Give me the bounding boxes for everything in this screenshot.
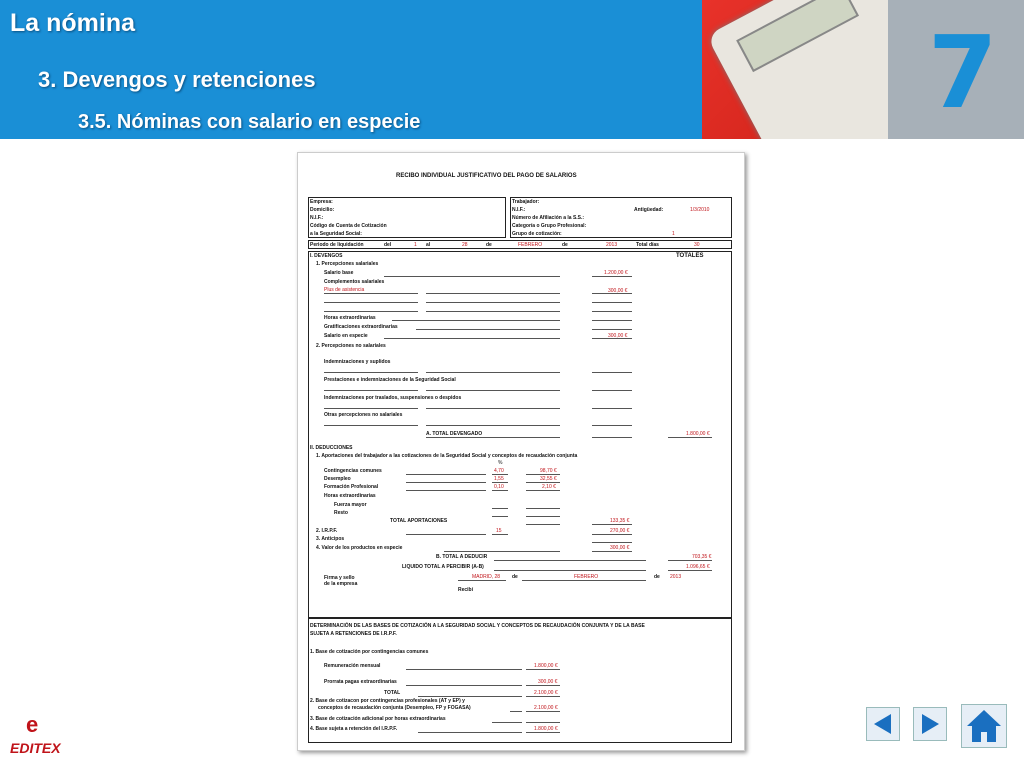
label: Complementos salariales — [324, 279, 385, 285]
label: 2. Base de cotizacon por contingencias profesionales (AT y EP) y — [310, 698, 465, 704]
label: del — [384, 242, 392, 248]
value: 1,55 — [494, 476, 504, 482]
value: 300,00 € — [608, 288, 628, 294]
label: B. TOTAL A DEDUCIR — [436, 554, 488, 560]
value: 1 — [414, 242, 417, 248]
label: 1. Percepciones salariales — [316, 261, 379, 267]
label: 4. Valor de los productos en especie — [316, 545, 403, 551]
label: Formación Profesional — [324, 484, 379, 490]
label: de — [486, 242, 492, 248]
value: 30 — [694, 242, 700, 248]
label: Otras percepciones no salariales — [324, 412, 403, 418]
home-button[interactable] — [961, 704, 1007, 748]
label: Resto — [334, 510, 348, 516]
label: 3. Base de cotización adicional por horas extraordinarias — [310, 716, 446, 722]
value: Plus de asistencia — [324, 287, 365, 293]
label: N.I.F.: — [512, 207, 526, 213]
prev-button[interactable] — [866, 707, 900, 741]
value: FEBRERO — [518, 242, 543, 248]
label: 3. Anticipos — [316, 536, 345, 542]
label: al — [426, 242, 431, 248]
value: 32,55 € — [540, 476, 557, 482]
label: 4. Base sujeta a retención del I.R.P.F. — [310, 726, 398, 732]
label: TOTAL — [384, 690, 401, 696]
devengos-box — [308, 251, 732, 618]
label: Empresa: — [310, 199, 333, 205]
header-banner — [0, 0, 1024, 139]
label: Trabajador: — [512, 199, 540, 205]
next-button[interactable] — [913, 707, 947, 741]
label: a la Seguridad Social: — [310, 231, 362, 237]
label: LIQUIDO TOTAL A PERCIBIR (A-B) — [402, 564, 484, 570]
label: 2. I.R.P.F. — [316, 528, 338, 534]
label: Domicilio: — [310, 207, 335, 213]
value: 1.800,00 € — [686, 431, 710, 437]
editex-logo-mark: e — [26, 712, 39, 737]
editex-logo — [10, 712, 80, 762]
value: 2.100,00 € — [534, 705, 558, 711]
label: Salario base — [324, 270, 354, 276]
label: TOTAL APORTACIONES — [390, 518, 448, 524]
value: 2,10 € — [542, 484, 556, 490]
value: 1.200,00 € — [604, 270, 628, 276]
label: DETERMINACIÓN DE LAS BASES DE COTIZACIÓN A LA SEGURIDAD SOCIAL Y CONCEPTOS DE RECAUDACIÓN CONJUNTA Y DE LA BASE — [310, 623, 645, 629]
value: 2.100,00 € — [534, 690, 558, 696]
label: SUJETA A RETENCIONES DE I.R.P.F. — [310, 631, 397, 637]
label: % — [498, 460, 503, 466]
label: de — [512, 574, 518, 580]
value: 270,00 € — [610, 528, 630, 534]
value: 28 — [462, 242, 468, 248]
value: 2013 — [670, 574, 682, 580]
label: 1. Aportaciones del trabajador a las cotizaciones de la Seguridad Social y conceptos de recaudación conjunta — [316, 453, 578, 459]
label: A. TOTAL DEVENGADO — [426, 431, 483, 437]
label: Salario en especie — [324, 333, 368, 339]
label: Prestaciones e indemnizaciones de la Seguridad Social — [324, 377, 456, 383]
value: 300,00 € — [608, 333, 628, 339]
value: FEBRERO — [574, 574, 599, 580]
label: 1. Base de cotización por contingencias comunes — [310, 649, 429, 655]
home-icon — [965, 708, 1003, 744]
value: 4,70 — [494, 468, 504, 474]
label: Indemnizaciones y suplidos — [324, 359, 391, 365]
payslip-document — [297, 152, 745, 751]
label: Antigüedad: — [634, 207, 664, 213]
chapter-number: 7 — [928, 14, 998, 131]
label: Remuneración mensual — [324, 663, 381, 669]
prev-arrow-icon — [871, 712, 895, 736]
label: TOTALES — [676, 253, 704, 259]
label: Gratificaciones extraordinarias — [324, 324, 398, 330]
label: Prorrata pagas extraordinarias — [324, 679, 397, 685]
next-arrow-icon — [918, 712, 942, 736]
label: Firma y sello — [324, 575, 355, 581]
value: 133,35 € — [610, 518, 630, 524]
value: 2013 — [606, 242, 618, 248]
label: de — [654, 574, 660, 580]
value: 1/3/2010 — [690, 207, 710, 213]
label: Recibí — [458, 587, 474, 593]
label: N.I.F.: — [310, 215, 324, 221]
value: 0,10 — [494, 484, 504, 490]
label: Grupo de cotización: — [512, 231, 562, 237]
page-title: La nómina — [10, 9, 136, 37]
value: 1.096,65 € — [686, 564, 710, 570]
section-title: 3. Devengos y retenciones — [38, 67, 316, 92]
calculator-photo — [702, 0, 888, 139]
value: 1.800,00 € — [534, 663, 558, 669]
label: II. DEDUCCIONES — [310, 445, 353, 451]
subsection-title: 3.5. Nóminas con salario en especie — [78, 111, 421, 133]
value: 98,70 € — [540, 468, 557, 474]
label: Periodo de liquidación — [310, 242, 364, 248]
label: Categoría o Grupo Profesional: — [512, 223, 587, 229]
value: 300,00 € — [610, 545, 630, 551]
label: conceptos de recaudación conjunta (Desempleo, FP y FOGASA) — [318, 705, 471, 711]
value: 300,00 € — [538, 679, 558, 685]
value: 1 — [672, 231, 675, 237]
label: Fuerza mayor — [334, 502, 367, 508]
label: Horas extraordinarias — [324, 493, 376, 499]
label: Indemnizaciones por traslados, suspensiones o despidos — [324, 395, 462, 401]
label: Código de Cuenta de Cotización — [310, 223, 387, 229]
value: 703,35 € — [692, 554, 712, 560]
label: Contingencias comunes — [324, 468, 382, 474]
calculator-icon — [707, 0, 888, 139]
label: 2. Percepciones no salariales — [316, 343, 386, 349]
value: 1.800,00 € — [534, 726, 558, 732]
label: Horas extraordinarias — [324, 315, 376, 321]
label: Desempleo — [324, 476, 351, 482]
label: de — [562, 242, 568, 248]
editex-logo-word: EDITEX — [10, 740, 61, 756]
label: Total días — [636, 242, 659, 248]
label: de la empresa — [324, 581, 358, 587]
label: I. DEVENGOS — [310, 253, 343, 259]
label: Número de Afiliación a la S.S.: — [512, 215, 585, 221]
value: 15 — [496, 528, 502, 534]
doc-title: RECIBO INDIVIDUAL JUSTIFICATIVO DEL PAGO DE SALARIOS — [396, 173, 577, 179]
value: MADRID, 28 — [472, 574, 501, 580]
